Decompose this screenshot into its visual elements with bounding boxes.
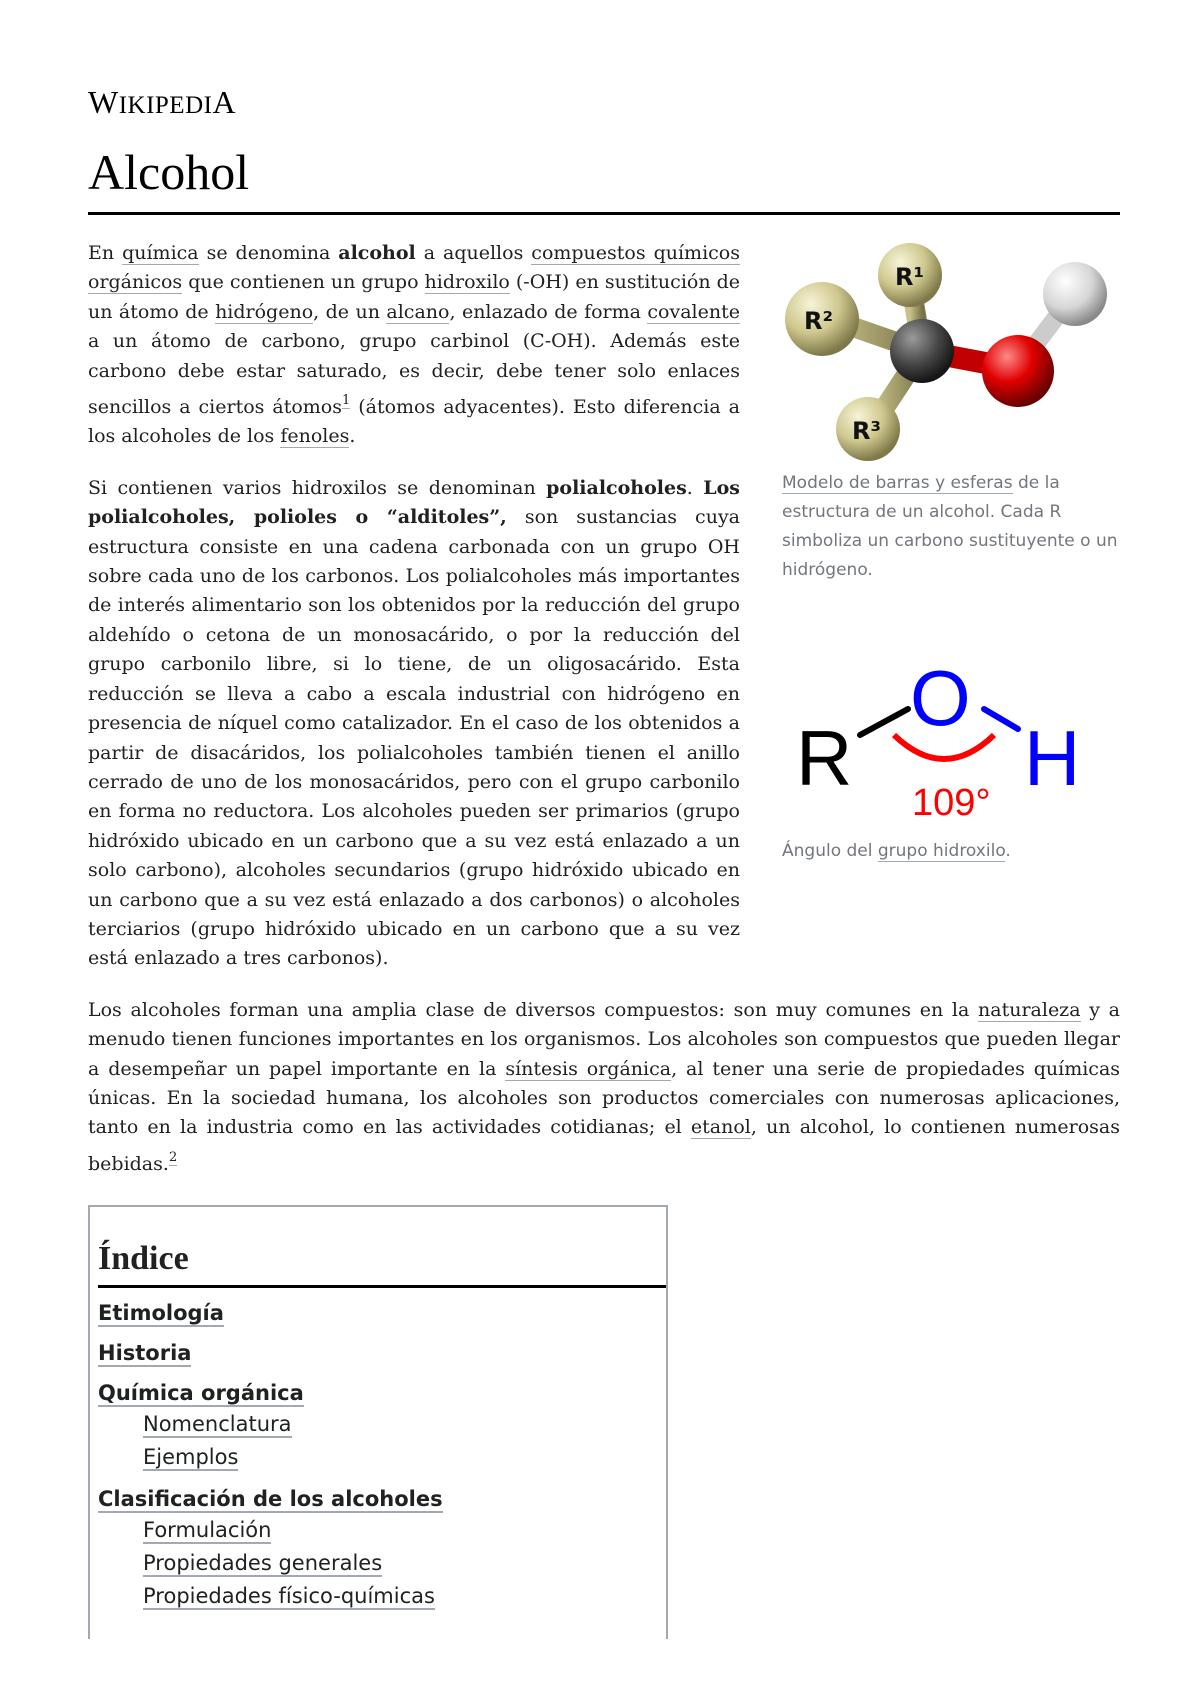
text-run: , enlazado de forma bbox=[449, 300, 648, 323]
wiki-link[interactable]: hidrógeno bbox=[215, 300, 314, 323]
bold-term: Los polialcoholes, polioles o “alditoles”, bbox=[88, 476, 740, 529]
toc-list bbox=[98, 1298, 666, 1613]
atom-oxygen bbox=[982, 335, 1054, 407]
text-run: a aquellos bbox=[415, 242, 532, 264]
text-run: En bbox=[88, 242, 123, 264]
wiki-link[interactable]: grupo hidroxilo bbox=[877, 841, 1006, 861]
toc-item bbox=[98, 1338, 666, 1368]
wiki-link[interactable]: hidroxilo bbox=[424, 271, 510, 294]
wiki-link[interactable]: etanol bbox=[690, 1116, 751, 1139]
atom-carbon bbox=[890, 319, 954, 383]
toc-link[interactable]: Historia bbox=[98, 1341, 192, 1366]
bond-r-o bbox=[860, 709, 908, 735]
reference-link[interactable]: 1 bbox=[341, 393, 351, 409]
wordmark-a: A bbox=[212, 84, 237, 120]
intro-text bbox=[88, 239, 740, 974]
text-run: y a menudo tienen funciones importantes en los organismos. Los alcoholes son compuestos que pueden llegar a desempeñar un papel importante en la bbox=[88, 998, 1120, 1080]
bold-term: polialcoholes bbox=[546, 476, 687, 499]
toc-item bbox=[98, 1298, 666, 1328]
toc-sublink[interactable]: Ejemplos bbox=[143, 1445, 239, 1470]
text-run: . bbox=[686, 476, 704, 499]
text-run: que contienen un grupo bbox=[182, 271, 425, 294]
intro-paragraph-3 bbox=[88, 996, 1120, 1179]
intro-paragraph-2 bbox=[88, 474, 740, 974]
ball-and-stick-model-image[interactable] bbox=[782, 239, 1120, 465]
figure-2-caption bbox=[782, 837, 1120, 866]
toc-subitem bbox=[98, 1547, 666, 1580]
text-run: son sustancias cuya estructura consiste en una cadena carbonada con un grupo OH sobre cada uno de los carbonos. Los polialcoholes más importantes de interés alimentario son los obtenidos por la reducción del grupo aldehído o cetona de un monosacárido, o por la reducción del grupo carbonilo libre, si lo tiene, de un oligosacárido. Esta reducción se lleva a cabo a escala industrial con hidrógeno en presencia de níquel como catalizador. En el caso de los obtenidos a partir de disacáridos, los polialcoholes también tienen el anillo cerrado de uno de los monosacáridos, pero con el grupo carbonilo en forma no reductora. Los alcoholes pueden ser primarios (grupo hidróxido ubicado en un carbono que a su vez está enlazado a un solo carbono), alcoholes secundarios (grupo hidróxido ubicado en un carbono que a su vez está enlazado a dos carbonos) o alcoholes terciarios (grupo hidróxido ubicado en un carbono que a su vez está enlazado a tres carbonos). bbox=[88, 506, 740, 970]
toc-link[interactable]: Clasificación de los alcoholes bbox=[98, 1487, 443, 1512]
toc-link[interactable]: Química orgánica bbox=[98, 1381, 304, 1406]
wiki-link[interactable]: química bbox=[122, 242, 199, 264]
text-run: , un alcohol, lo contienen numerosas bebidas. bbox=[88, 1116, 1121, 1175]
wordmark-ikipedi: IKIPEDI bbox=[118, 92, 213, 119]
reference-link[interactable]: 2 bbox=[168, 1149, 178, 1165]
text-run: a un átomo de carbono, grupo carbinol (C-OH). Además este carbono debe estar saturado, es decir, debe tener solo enlaces sencillos a ciertos átomos bbox=[88, 330, 740, 419]
text-run: (átomos adyacentes). Esto diferencia a los alcoholes de los bbox=[88, 396, 740, 448]
wiki-link[interactable]: fenoles bbox=[280, 425, 350, 448]
text-run: . bbox=[349, 425, 356, 448]
text-run: , al tener una serie de propiedades químicas únicas. En la sociedad humana, los alcoholes son productos comerciales con numerosas aplicaciones, tanto en la industria como en las actividades cotidianas; el bbox=[88, 1057, 1121, 1139]
toc-subitem bbox=[98, 1408, 666, 1441]
toc-subitem bbox=[98, 1441, 666, 1474]
text-run: (-OH) en sustitución de un átomo de bbox=[88, 271, 741, 323]
wordmark-w: W bbox=[88, 84, 119, 120]
wiki-link[interactable]: naturaleza bbox=[978, 998, 1081, 1021]
atom-h-label: H bbox=[1024, 714, 1081, 802]
toc-subitem bbox=[98, 1580, 666, 1613]
toc-sublink[interactable]: Propiedades físico-químicas bbox=[143, 1584, 435, 1609]
toc-item bbox=[98, 1484, 666, 1514]
toc-sublink[interactable]: Propiedades generales bbox=[143, 1551, 383, 1576]
angle-label: 109° bbox=[912, 782, 991, 824]
hydroxyl-angle-figure bbox=[782, 643, 1120, 866]
ball-and-stick-figure bbox=[782, 239, 1120, 585]
title-rule bbox=[88, 212, 1120, 215]
table-of-contents bbox=[88, 1205, 668, 1639]
toc-item bbox=[98, 1378, 666, 1408]
toc-subitem bbox=[98, 1514, 666, 1547]
toc-title: Índice bbox=[98, 1237, 668, 1288]
wiki-link[interactable]: Modelo de barras y esferas bbox=[782, 473, 1013, 493]
figure-1-caption bbox=[782, 469, 1120, 585]
intro-section bbox=[88, 239, 1120, 974]
figures-column bbox=[782, 239, 1120, 866]
bold-term: alcohol bbox=[338, 242, 416, 264]
atom-o-label: O bbox=[910, 654, 971, 742]
wiki-link[interactable]: síntesis orgánica bbox=[505, 1057, 672, 1080]
text-run: Ángulo del bbox=[782, 841, 878, 861]
label-r1: R¹ bbox=[895, 263, 924, 291]
wiki-link[interactable]: covalente bbox=[647, 300, 740, 323]
text-run: de la estructura de un alcohol. Cada R simboliza un carbono sustituyente o un hidrógeno. bbox=[782, 473, 1118, 580]
toc-sublink[interactable]: Nomenclatura bbox=[143, 1412, 292, 1437]
page-title: Alcohol bbox=[88, 144, 250, 200]
label-r2: R² bbox=[804, 307, 833, 335]
hydroxyl-angle-image[interactable] bbox=[782, 643, 1120, 833]
text-run: , de un bbox=[313, 300, 387, 323]
label-r3: R³ bbox=[852, 417, 881, 445]
intro-paragraph-1 bbox=[88, 239, 740, 452]
toc-sublink[interactable]: Formulación bbox=[143, 1518, 272, 1543]
text-run: Si contienen varios hidroxilos se denominan bbox=[88, 476, 547, 499]
text-run: Los alcoholes forman una amplia clase de diversos compuestos: son muy comunes en la bbox=[88, 998, 979, 1021]
wiki-link[interactable]: alcano bbox=[386, 300, 450, 323]
atom-r-label: R bbox=[796, 714, 853, 802]
atom-hydrogen bbox=[1043, 262, 1107, 326]
wikipedia-wordmark[interactable] bbox=[88, 82, 1120, 122]
bond-o-h-2d bbox=[984, 709, 1018, 729]
toc-link[interactable]: Etimología bbox=[98, 1301, 224, 1326]
text-run: . bbox=[1005, 841, 1011, 861]
text-run: se denomina bbox=[198, 242, 339, 264]
article bbox=[88, 82, 1120, 1639]
wiki-link[interactable]: compuestos químicos orgánicos bbox=[88, 242, 740, 294]
